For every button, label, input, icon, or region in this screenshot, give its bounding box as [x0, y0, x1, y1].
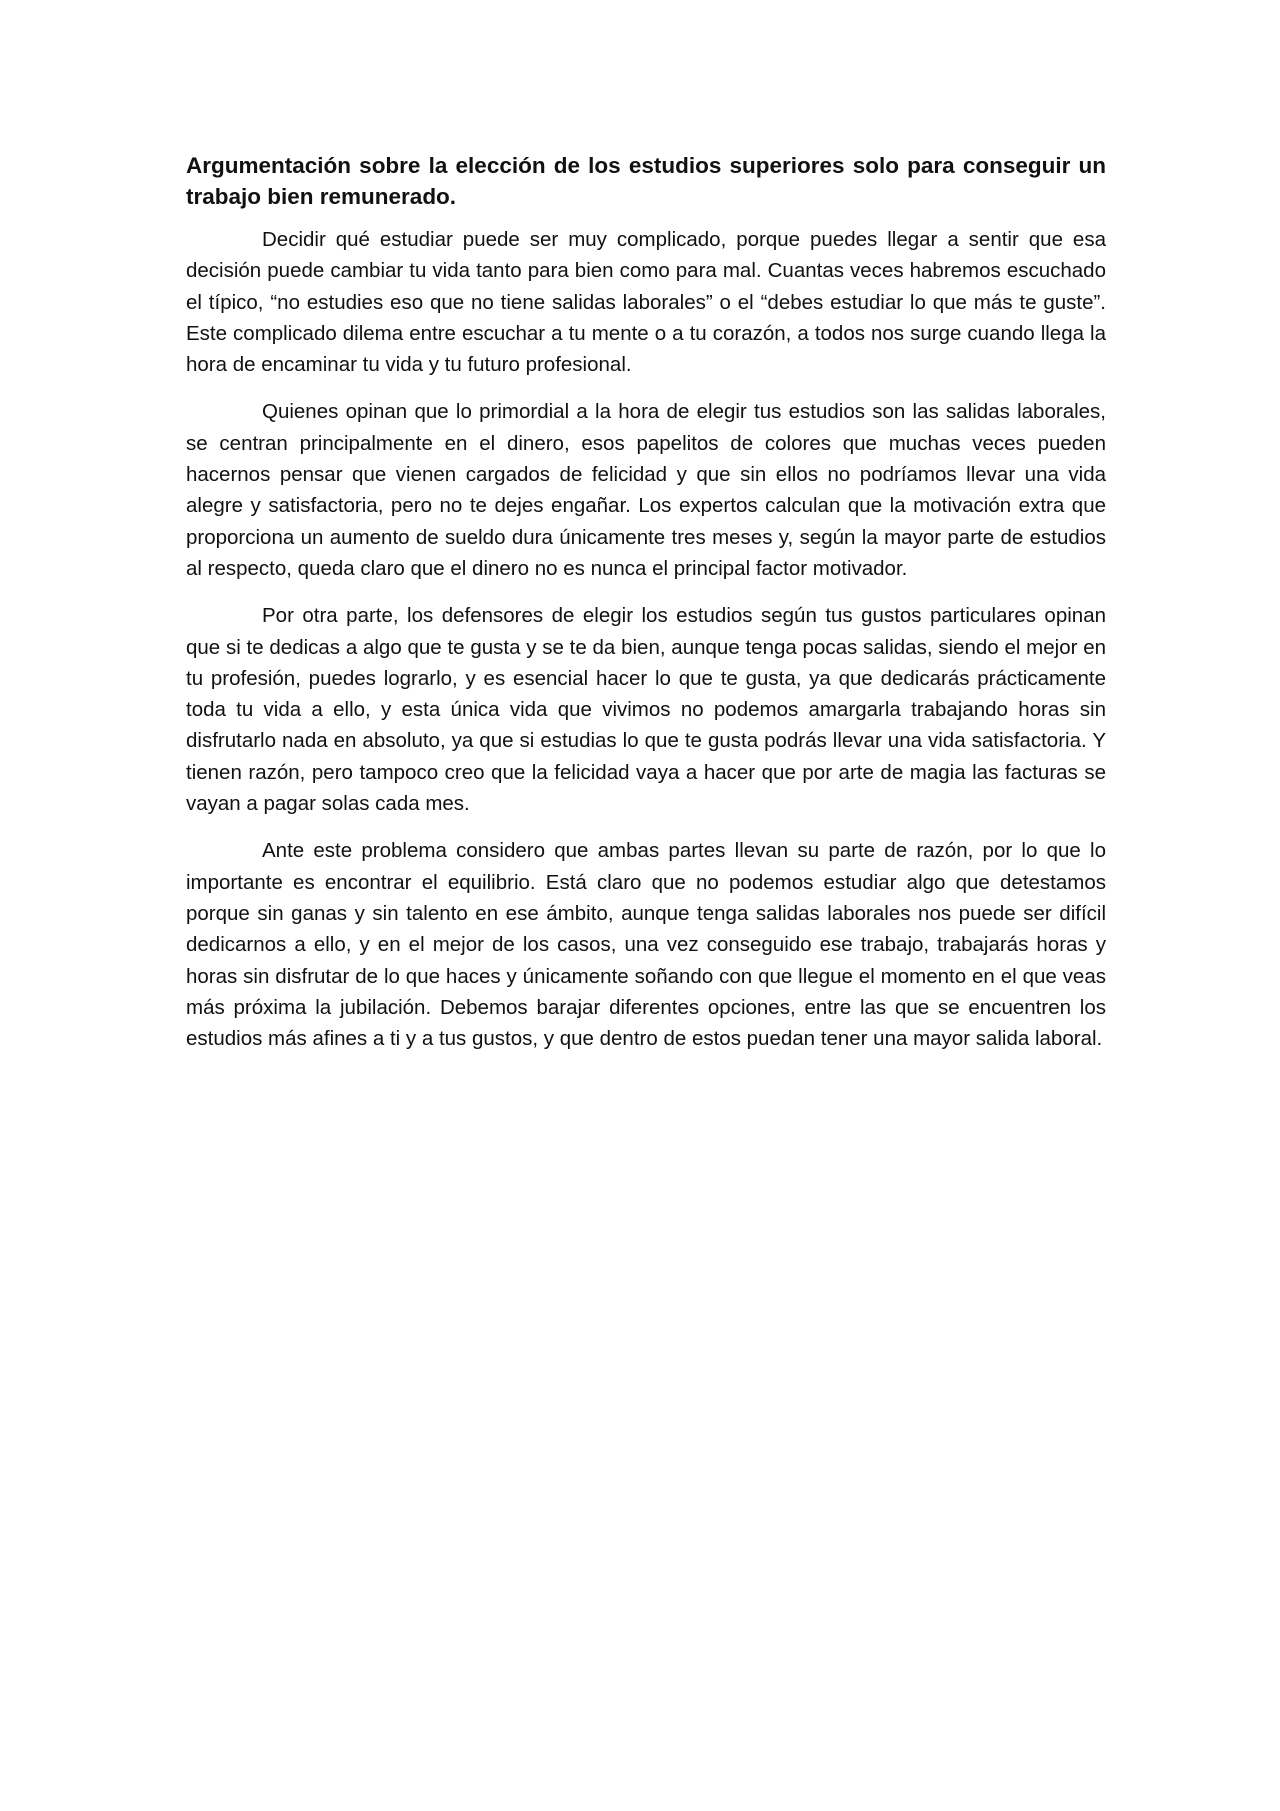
document-title: Argumentación sobre la elección de los estudios superiores solo para conseguir un trabajo bien remunerado.: [186, 153, 1106, 209]
paragraph-gustos-particulares: Por otra parte, los defensores de elegir los estudios según tus gustos particulares opinan que si te dedicas a algo que te gusta y se te da bien, aunque tenga pocas salidas, siendo el mejor en tu profesión, puedes lograrlo, y es esencial hacer lo que te gusta, ya que dedicarás prácticamente toda tu vida a ello, y esta única vida que vivimos no podemos amargarla trabajando horas sin disfrutarlo nada en absoluto, ya que si estudias lo que te gusta podrás llevar una vida satisfactoria. Y tienen razón, pero tampoco creo que la felicidad vaya a hacer que por arte de magia las facturas se vayan a pagar solas cada mes.: [186, 604, 1106, 816]
paragraph-salidas-laborales: Quienes opinan que lo primordial a la hora de elegir tus estudios son las salidas laborales, se centran principalmente en el dinero, esos papelitos de colores que muchas veces pueden hacernos pensar que vienen cargados de felicidad y que sin ellos no podríamos llevar una vida alegre y satisfactoria, pero no te dejes engañar. Los expertos calculan que la motivación extra que proporciona un aumento de sueldo dura únicamente tres meses y, según la mayor parte de estudios al respecto, queda claro que el dinero no es nunca el principal factor motivador.: [186, 400, 1106, 580]
paragraph-introduction: Decidir qué estudiar puede ser muy complicado, porque puedes llegar a sentir que esa decisión puede cambiar tu vida tanto para bien como para mal. Cuantas veces habremos escuchado el típico, “no estudies eso que no tiene salidas laborales” o el “debes estudiar lo que más te guste”. Este complicado dilema entre escuchar a tu mente o a tu corazón, a todos nos surge cuando llega la hora de encaminar tu vida y tu futuro profesional.: [186, 228, 1106, 377]
document-body: [186, 150, 1106, 1070]
paragraph-conclusion: Ante este problema considero que ambas partes llevan su parte de razón, por lo que lo importante es encontrar el equilibrio. Está claro que no podemos estudiar algo que detestamos porque sin ganas y sin talento en ese ámbito, aunque tenga salidas laborales nos puede ser difícil dedicarnos a ello, y en el mejor de los casos, una vez conseguido ese trabajo, trabajarás horas y horas sin disfrutar de lo que haces y únicamente soñando con que llegue el momento en el que veas más próxima la jubilación. Debemos barajar diferentes opciones, entre las que se encuentren los estudios más afines a ti y a tus gustos, y que dentro de estos puedan tener una mayor salida laboral.: [186, 839, 1106, 1051]
